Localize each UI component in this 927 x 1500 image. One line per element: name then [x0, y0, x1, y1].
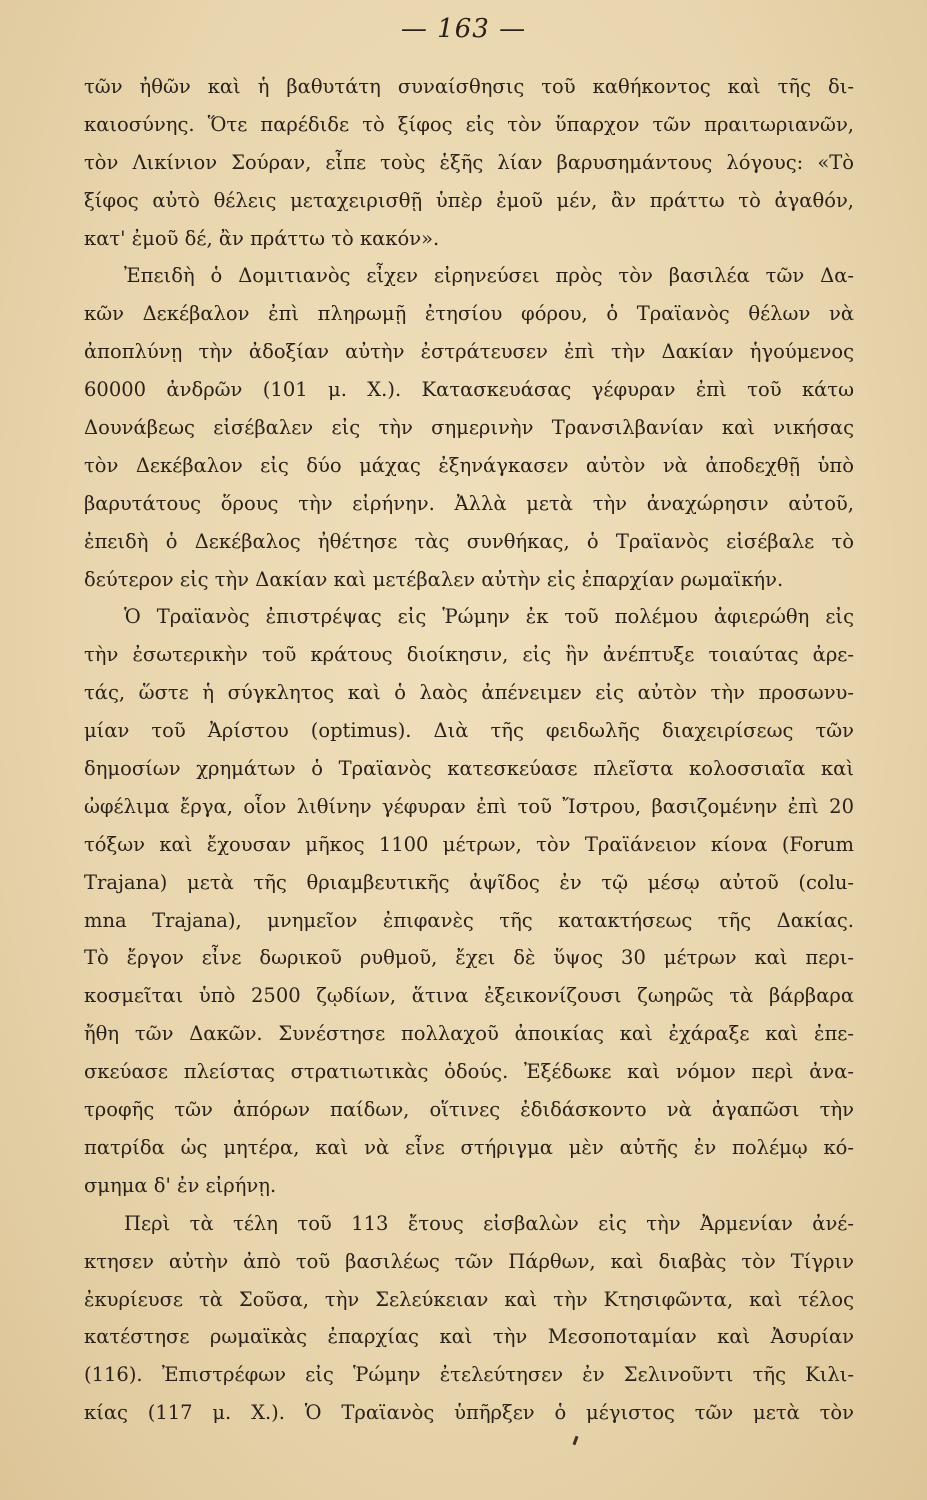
text-line: σμημα δ' ἐν εἰρήνῃ.	[84, 1173, 277, 1197]
paragraph-start-line: Ἐπειδὴ ὁ Δομιτιανὸς εἶχεν εἰρηνεύσει πρὸς τὸν βασιλέα τῶν Δα-	[124, 264, 854, 288]
text-line: mna Trajana), μνημεῖον ἐπιφανὲς τῆς κατακτήσεως τῆς Δακίας.	[84, 908, 854, 932]
text-line: τροφῆς τῶν ἀπόρων παίδων, οἵτινες ἐδιδάσκοντο νὰ ἀγαπῶσι τὴν	[84, 1098, 854, 1122]
paragraph-start-line: Ὁ Τραϊανὸς ἐπιστρέψας εἰς Ῥώμην ἐκ τοῦ πολέμου ἀφιερώθη εἰς	[124, 605, 854, 629]
text-line: τὸν Δεκέβαλον εἰς δύο μάχας ἐξηνάγκασεν αὐτὸν νὰ ἀποδεχθῇ ὑπὸ	[84, 453, 854, 477]
ink-mark	[573, 1436, 579, 1445]
text-line: κατ' ἐμοῦ δέ, ἂν πράττω τὸ κακόν».	[84, 226, 440, 250]
text-line: (116). Ἐπιστρέφων εἰς Ῥώμην ἐτελεύτησεν ἐν Σελινοῦντι τῆς Κιλι-	[84, 1363, 854, 1387]
body-text	[84, 68, 854, 1432]
text-line: κῶν Δεκέβαλον ἐπὶ πληρωμῇ ἐτησίου φόρου, ὁ Τραϊανὸς θέλων νὰ	[84, 302, 854, 326]
text-line: δημοσίων χρημάτων ὁ Τραϊανὸς κατεσκεύασε πλεῖστα κολοσσιαῖα καὶ	[84, 757, 854, 781]
text-line: βαρυτάτους ὅρους τὴν εἰρήνην. Ἀλλὰ μετὰ τὴν ἀναχώρησιν αὐτοῦ,	[84, 491, 854, 515]
text-line: τῶν ἠθῶν καὶ ἡ βαθυτάτη συναίσθησις τοῦ καθήκοντος καὶ τῆς δι-	[84, 75, 854, 98]
text-line: 60000 ἀνδρῶν (101 μ. Χ.). Κατασκευάσας γέφυραν ἐπὶ τοῦ κάτω	[84, 378, 854, 402]
text-line: Δουνάβεως εἰσέβαλεν εἰς τὴν σημερινὴν Τρανσιλβανίαν καὶ νικήσας	[84, 416, 854, 440]
text-line: Trajana) μετὰ τῆς θριαμβευτικῆς ἀψῖδος ἐν τῷ μέσῳ αὐτοῦ (colu-	[84, 870, 854, 894]
text-line: κτησεν αὐτὴν ἀπὸ τοῦ βασιλέως τῶν Πάρθων, καὶ διαβὰς τὸν Τίγριν	[84, 1249, 854, 1273]
text-line: ἤθη τῶν Δακῶν. Συνέστησε πολλαχοῦ ἀποικίας καὶ ἐχάραξε καὶ ἐπε-	[84, 1022, 854, 1046]
text-line: κατέστησε ρωμαϊκὰς ἐπαρχίας καὶ τὴν Μεσοποταμίαν καὶ Ἀσυρίαν	[84, 1325, 854, 1349]
text-line: μίαν τοῦ Ἀρίστου (optimus). Διὰ τῆς φειδωλῆς διαχειρίσεως τῶν	[84, 719, 854, 743]
text-line: ἀποπλύνῃ τὴν ἀδοξίαν αὐτὴν ἐστράτευσεν ἐπὶ τὴν Δακίαν ἡγούμενος	[84, 340, 854, 364]
text-line: δεύτερον εἰς τὴν Δακίαν καὶ μετέβαλεν αὐτὴν εἰς ἐπαρχίαν ρωμαϊκήν.	[84, 567, 784, 591]
text-line: πατρίδα ὡς μητέρα, καὶ νὰ εἶνε στήριγμα μὲν αὐτῆς ἐν πολέμῳ κό-	[84, 1135, 854, 1159]
text-line: τάς, ὥστε ἡ σύγκλητος καὶ ὁ λαὸς ἀπένειμεν εἰς αὐτὸν τὴν προσωνυ-	[84, 681, 854, 705]
text-line: καιοσύνης. Ὅτε παρέδιδε τὸ ξίφος εἰς τὸν ὕπαρχον τῶν πραιτωριανῶν,	[84, 112, 854, 136]
text-line: ἐπειδὴ ὁ Δεκέβαλος ἠθέτησε τὰς συνθήκας, ὁ Τραϊανὸς εἰσέβαλε τὸ	[84, 529, 854, 553]
text-line: Τὸ ἔργον εἶνε δωρικοῦ ρυθμοῦ, ἔχει δὲ ὕψος 30 μέτρων καὶ περι-	[84, 946, 854, 970]
text-line: ὠφέλιμα ἔργα, οἷον λιθίνην γέφυραν ἐπὶ τοῦ Ἴστρου, βασιζομένην ἐπὶ 20	[84, 794, 854, 818]
page-number: — 163 —	[400, 14, 527, 44]
text-line: κοσμεῖται ὑπὸ 2500 ζῳδίων, ἅτινα ἐξεικονίζουσι ζωηρῶς τὰ βάρβαρα	[84, 984, 854, 1008]
text-line: κίας (117 μ. Χ.). Ὁ Τραϊανὸς ὑπῆρξεν ὁ μέγιστος τῶν μετὰ τὸν	[84, 1401, 854, 1425]
text-line: τὸν Λικίνιον Σούραν, εἶπε τοὺς ἑξῆς λίαν βαρυσημάντους λόγους: «Τὸ	[84, 150, 854, 174]
text-line: τὴν ἐσωτερικὴν τοῦ κράτους διοίκησιν, εἰς ἣν ἀνέπτυξε τοιαύτας ἀρε-	[84, 643, 854, 667]
paragraph-start-line: Περὶ τὰ τέλη τοῦ 113 ἔτους εἰσβαλὼν εἰς τὴν Ἀρμενίαν ἀνέ-	[124, 1211, 854, 1235]
text-line: ἐκυρίευσε τὰ Σοῦσα, τὴν Σελεύκειαν καὶ τὴν Κτησιφῶντα, καὶ τέλος	[84, 1287, 854, 1311]
text-line: τόξων καὶ ἔχουσαν μῆκος 1100 μέτρων, τὸν Τραϊάνειον κίονα (Forum	[84, 832, 854, 856]
text-line: σκεύασε πλείστας στρατιωτικὰς ὁδούς. Ἐξέδωκε καὶ νόμον περὶ ἀνα-	[84, 1060, 854, 1084]
text-line: ξίφος αὐτὸ θέλεις μεταχειρισθῇ ὑπὲρ ἐμοῦ μέν, ἂν πράττω τὸ ἀγαθόν,	[84, 188, 854, 212]
